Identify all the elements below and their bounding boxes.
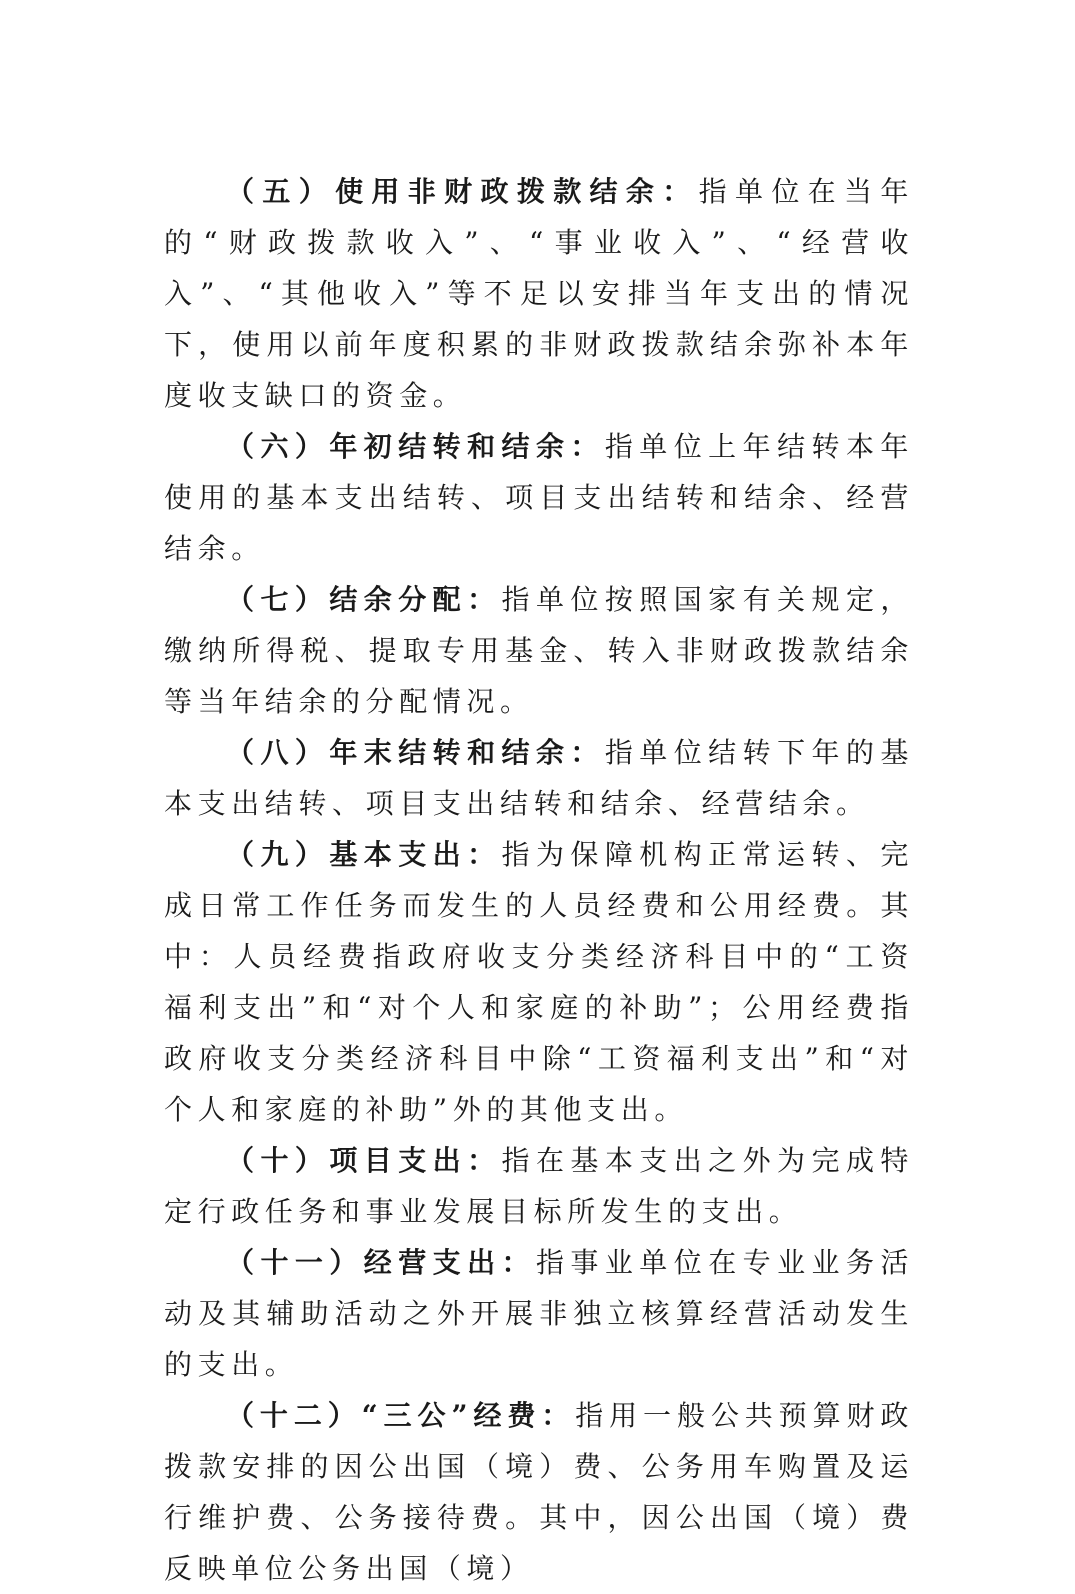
document-page: [164, 166, 914, 1594]
paragraph-term: （十）项目支出：: [226, 1144, 502, 1177]
paragraph-term: （五）使用非财政拨款结余：: [226, 175, 699, 208]
paragraph-text: 指为保障机构正常运转、完成日常工作任务而发生的人员经费和公用经费。其中：人员经费指政府收支分类经济科目中的“工资福利支出”和“对个人和家庭的补助”；公用经费指政府收支分类经济科目中除“工资福利支出”和“对个人和家庭的补助”外的其他支出。: [164, 838, 914, 1126]
paragraph-text: 指事业单位在专业业务活动及其辅助活动之外开展非独立核算经营活动发生的支出。: [164, 1246, 914, 1381]
paragraph-11: [164, 1237, 914, 1390]
paragraph-text: 指单位上年结转本年使用的基本支出结转、项目支出结转和结余、经营结余。: [164, 430, 914, 565]
paragraph-text: 指单位在当年的“财政拨款收入”、“事业收入”、“经营收入”、“其他收入”等不足以安排当年支出的情况下，使用以前年度积累的非财政拨款结余弥补本年度收支缺口的资金。: [164, 175, 914, 412]
paragraph-term: （七）结余分配：: [226, 583, 502, 616]
paragraph-5: [164, 166, 914, 421]
paragraph-text: 指单位按照国家有关规定，缴纳所得税、提取专用基金、转入非财政拨款结余等当年结余的分配情况。: [164, 583, 914, 718]
paragraph-term: （六）年初结转和结余：: [226, 430, 605, 463]
paragraph-9: [164, 829, 914, 1135]
paragraph-term: （八）年末结转和结余：: [226, 736, 605, 769]
paragraph-term: （十二）“三公”经费：: [226, 1399, 576, 1432]
paragraph-text: 指在基本支出之外为完成特定行政任务和事业发展目标所发生的支出。: [164, 1144, 914, 1228]
paragraph-8: [164, 727, 914, 829]
paragraph-10: [164, 1135, 914, 1237]
paragraph-term: （九）基本支出：: [226, 838, 502, 871]
paragraph-text: 指用一般公共预算财政拨款安排的因公出国（境）费、公务用车购置及运行维护费、公务接待费。其中，因公出国（境）费反映单位公务出国（境）: [164, 1399, 914, 1585]
paragraph-6: [164, 421, 914, 574]
paragraph-term: （十一）经营支出：: [226, 1246, 536, 1279]
paragraph-text: 指单位结转下年的基本支出结转、项目支出结转和结余、经营结余。: [164, 736, 914, 820]
paragraph-12: [164, 1390, 914, 1594]
paragraph-7: [164, 574, 914, 727]
